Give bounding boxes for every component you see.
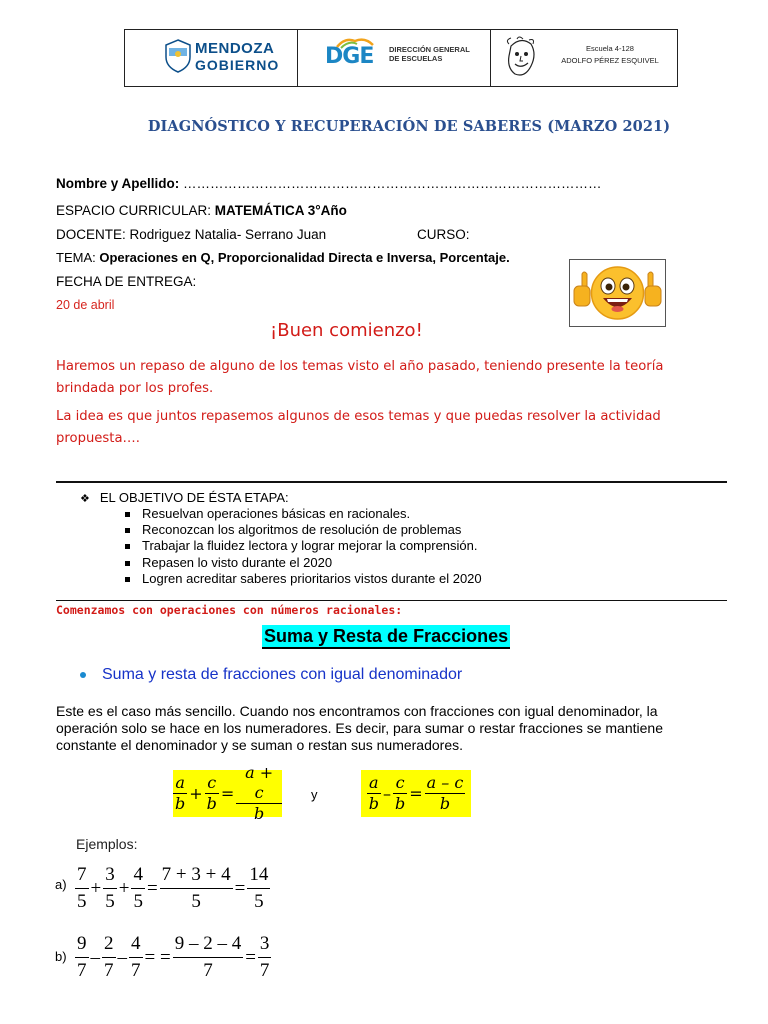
sub-topic-bullet: Suma y resta de fracciones con igual denominador [80, 666, 462, 684]
school-face-sketch-icon [503, 36, 539, 80]
square-bullet-icon [125, 561, 130, 566]
gobierno-wordmark: GOBIERNO [195, 57, 280, 73]
tema-value: Operaciones en Q, Proporcionalidad Directa e Inversa, Porcentaje. [99, 250, 510, 265]
thumbs-up-smiley-image [569, 259, 666, 327]
section-divider [56, 600, 727, 601]
list-item: Repasen lo visto durante el 2020 [125, 555, 482, 571]
list-item: Reconozcan los algoritmos de resolución de problemas [125, 522, 482, 538]
greeting-heading: ¡Buen comienzo! [270, 320, 423, 341]
example-b-label: b) [55, 949, 67, 964]
fecha-label: FECHA DE ENTREGA: [56, 274, 197, 289]
name-dotted-blank[interactable]: ………………………………………………………………………………… [183, 176, 602, 191]
mendoza-wordmark: MENDOZA [195, 40, 275, 57]
tema-line [56, 250, 510, 265]
round-bullet-icon [80, 672, 86, 678]
square-bullet-icon [125, 528, 130, 533]
square-bullet-icon [125, 577, 130, 582]
fecha-value: 20 de abril [56, 298, 115, 312]
sum-formula: $\frac{a}{b}$ + $\frac{c}{b}$ = $\frac{a + c}{b}$ [173, 770, 282, 817]
section-intro-text: Comenzamos con operaciones con números racionales: [56, 603, 403, 617]
diamond-bullet-icon: ❖ [80, 493, 90, 505]
explanation-paragraph: Este es el caso más sencillo. Cuando nos encontramos con fracciones con igual denominador, la operación solo se hace en los numeradores. Es decir, para sumar o restar fracciones se mantiene constante el denominador y se suman o restan sus numeradores. [56, 703, 663, 753]
difference-formula: $\frac{a}{b}$ – $\frac{c}{b}$ = $\frac{a - c}{b}$ [361, 770, 471, 817]
mendoza-logo [165, 39, 303, 79]
docente-line: DOCENTE: Rodriguez Natalia- Serrano Juan [56, 227, 327, 242]
examples-label: Ejemplos: [76, 836, 138, 852]
list-item: Resuelvan operaciones básicas en racionales. [125, 506, 482, 522]
dge-logo: DGE [325, 44, 374, 69]
square-bullet-icon [125, 544, 130, 549]
header-divider [490, 30, 491, 86]
header-logos-box [124, 29, 678, 87]
example-a-equation: $\frac{7}{5}$ + $\frac{3}{5}$ + $\frac{4}{5}$ = $\frac{7 + 3 + 4}{5}$ = $\frac{14}{5}$ [77, 864, 269, 912]
header-divider [297, 30, 298, 86]
formula-connector: y [311, 787, 318, 802]
document-title: DIAGNÓSTICO Y RECUPERACIÓN DE SABERES (MARZO 2021) [147, 118, 671, 135]
name-field-line [56, 176, 602, 191]
objective-heading: ❖ EL OBJETIVO DE ÉSTA ETAPA: [80, 490, 289, 505]
espacio-curricular-line [56, 203, 347, 218]
espacio-label: ESPACIO CURRICULAR: [56, 203, 215, 218]
intro-paragraph-1: Haremos un repaso de alguno de los temas visto el año pasado, teniendo presente la teoría brindada por los profes. [56, 359, 664, 396]
espacio-value: MATEMÁTICA 3°Año [214, 203, 347, 218]
objective-list [125, 506, 482, 587]
curso-label: CURSO: [417, 227, 470, 242]
example-b-equation: $\frac{9}{7}$ – $\frac{2}{7}$ – $\frac{4}{7}$ = = $\frac{9 - 2 - 4}{7}$ = $\frac{3}{7}$ [77, 933, 270, 981]
intro-paragraph-2: La idea es que juntos repasemos algunos de esos temas y que puedas resolver la actividad propuesta…. [56, 409, 661, 446]
name-label: Nombre y Apellido: [56, 176, 180, 191]
thumbs-up-emoji-icon [570, 260, 665, 326]
mendoza-shield-icon [165, 39, 191, 73]
square-bullet-icon [125, 512, 130, 517]
list-item: Logren acreditar saberes prioritarios vistos durante el 2020 [125, 571, 482, 587]
example-a-label: a) [55, 877, 67, 892]
dge-subtitle: DIRECCIÓN GENERAL DE ESCUELAS [389, 45, 470, 63]
section-divider [56, 481, 727, 483]
tema-label: TEMA: [56, 250, 100, 265]
list-item: Trabajar la fluidez lectora y lograr mejorar la comprensión. [125, 538, 482, 554]
section-title: Suma y Resta de Fracciones [262, 625, 510, 649]
school-name: Escuela 4-128 ADOLFO PÉREZ ESQUIVEL [561, 44, 659, 65]
